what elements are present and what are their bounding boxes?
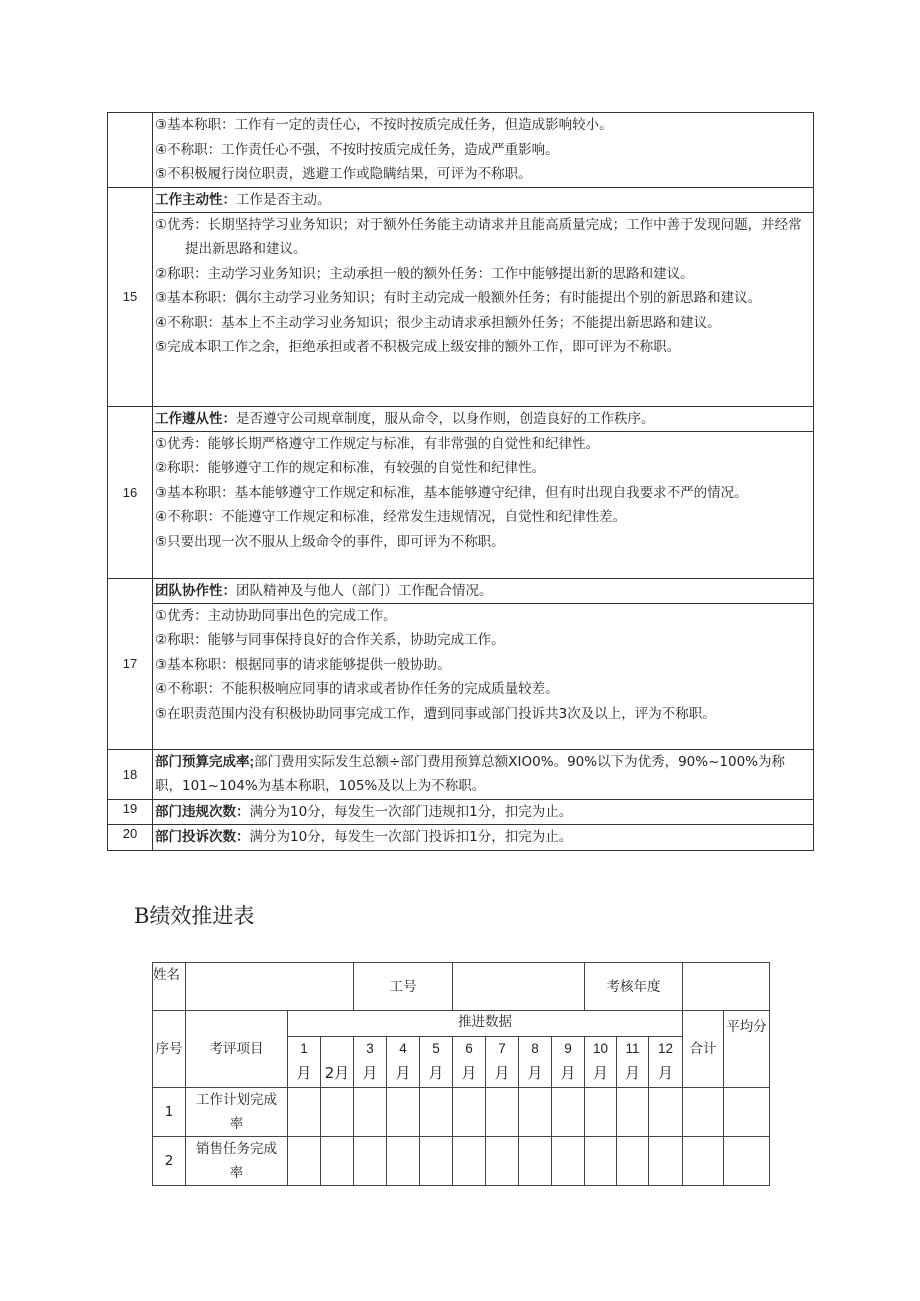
criteria-levels bbox=[153, 603, 814, 749]
data-cell[interactable] bbox=[354, 1137, 387, 1186]
data-cell[interactable] bbox=[321, 1137, 354, 1186]
level-line: ③基本称职：工作有一定的责任心，不按时按质完成任务，但造成影响较小。 bbox=[155, 117, 613, 133]
criteria-title: 工作主动性： bbox=[155, 191, 236, 207]
month-number: 11 bbox=[625, 1041, 640, 1056]
month-header bbox=[321, 1037, 354, 1088]
month-unit: 月 bbox=[428, 1064, 444, 1082]
performance-progress-table bbox=[152, 962, 770, 1186]
data-cell[interactable] bbox=[649, 1088, 683, 1137]
criteria-header-row bbox=[108, 578, 814, 603]
criteria-header-row bbox=[108, 187, 814, 212]
month-header bbox=[354, 1037, 387, 1088]
criteria-levels-row bbox=[108, 212, 814, 406]
month-number: 10 bbox=[593, 1041, 609, 1056]
month-number: 4 bbox=[399, 1041, 407, 1056]
criteria-header bbox=[153, 578, 814, 603]
data-cell[interactable] bbox=[519, 1088, 552, 1137]
level-line: ④不称职：不能积极响应同事的请求或者协作任务的完成质量较差。 bbox=[155, 681, 559, 697]
level-line: ③基本称职：根据同事的请求能够提供一般协助。 bbox=[155, 656, 451, 673]
criteria-row bbox=[108, 799, 814, 824]
data-cell[interactable] bbox=[321, 1088, 354, 1137]
month-unit: 月 bbox=[395, 1064, 411, 1082]
row-number bbox=[108, 113, 153, 188]
data-cell[interactable] bbox=[585, 1088, 617, 1137]
data-cell[interactable] bbox=[552, 1088, 585, 1137]
data-cell[interactable] bbox=[552, 1137, 585, 1186]
criteria-header bbox=[153, 187, 814, 212]
month-header bbox=[453, 1037, 486, 1088]
month-unit: 月 bbox=[296, 1064, 312, 1082]
row-item: 工作计划完成率 bbox=[186, 1088, 288, 1137]
level-line: ④不称职：工作责任心不强，不按时按质完成任务，造成严重影响。 bbox=[155, 141, 559, 158]
evaluation-criteria-table bbox=[107, 112, 814, 851]
month-number: 8 bbox=[531, 1041, 539, 1056]
row-number: 18 bbox=[108, 749, 153, 799]
data-cell[interactable] bbox=[649, 1137, 683, 1186]
month-number: 9 bbox=[564, 1041, 572, 1056]
month-header bbox=[486, 1037, 519, 1088]
data-cell[interactable] bbox=[420, 1088, 453, 1137]
level-line: ②称职：能够遵守工作的规定和标准，有较强的自觉性和纪律性。 bbox=[155, 460, 546, 476]
month-number: 6 bbox=[465, 1041, 473, 1056]
criteria-levels-row bbox=[108, 603, 814, 749]
level-line: ④不称职：基本上不主动学习业务知识；很少主动请求承担额外任务；不能提出新思路和建议。 bbox=[155, 314, 721, 331]
data-cell[interactable] bbox=[387, 1088, 420, 1137]
level-line: ⑤完成本职工作之余，拒绝承担或者不积极完成上级安排的额外工作，即可评为不称职。 bbox=[155, 339, 681, 355]
criteria-text: 满分为10分，每发生一次部门违规扣1分，扣完为止。 bbox=[249, 803, 573, 820]
year-label: 考核年度 bbox=[585, 963, 683, 1011]
month-header bbox=[387, 1037, 420, 1088]
month-number: 5 bbox=[432, 1041, 440, 1056]
row-number: 16 bbox=[108, 406, 153, 578]
table-row bbox=[153, 1088, 770, 1137]
criteria-title: 工作遵从性： bbox=[155, 410, 236, 426]
criteria-content bbox=[153, 749, 814, 799]
criteria-levels bbox=[153, 212, 814, 406]
level-line: ⑤在职责范围内没有积极协助同事完成工作，遭到同事或部门投诉共3次及以上，评为不称职。 bbox=[155, 705, 716, 722]
month-header bbox=[585, 1037, 617, 1088]
name-field[interactable] bbox=[186, 963, 354, 1011]
id-label: 工号 bbox=[354, 963, 453, 1011]
criteria-text: 部门费用实际发生总额÷部门费用预算总额XIO0%。90%以下为优秀，90%~100%为称职，101~104%为基本称职，105%及以上为不称职。 bbox=[155, 753, 786, 794]
data-cell[interactable] bbox=[585, 1137, 617, 1186]
row-number: 17 bbox=[108, 578, 153, 749]
criteria-header bbox=[153, 406, 814, 431]
data-cell[interactable] bbox=[486, 1088, 519, 1137]
month-number: 12 bbox=[658, 1041, 674, 1056]
level-line: ②称职：能够与同事保持良好的合作关系，协助完成工作。 bbox=[155, 632, 505, 648]
month-unit: 月 bbox=[593, 1064, 609, 1082]
month-unit: 月 bbox=[461, 1064, 477, 1082]
criteria-text: 满分为10分，每发生一次部门投诉扣1分，扣完为止。 bbox=[249, 828, 573, 845]
id-field[interactable] bbox=[453, 963, 585, 1011]
level-line: ①优秀：主动协助同事出色的完成工作。 bbox=[155, 607, 397, 624]
level-line: ①优秀：长期坚持学习业务知识；对于额外任务能主动请求并且能高质量完成；工作中善于发现问题，并经常提出新思路和建议。 bbox=[155, 216, 802, 257]
data-cell[interactable] bbox=[288, 1088, 321, 1137]
criteria-title: 部门违规次数： bbox=[155, 803, 250, 819]
month-unit: 月 bbox=[625, 1064, 641, 1082]
header-info-row bbox=[153, 963, 770, 1011]
month-unit: 月 bbox=[362, 1064, 378, 1082]
level-line: ②称职：主动学习业务知识；主动承担一般的额外任务：工作中能够提出新的思路和建议。 bbox=[155, 265, 694, 282]
item-label: 考评项目 bbox=[186, 1011, 288, 1088]
month-unit: 月 bbox=[494, 1064, 510, 1082]
criteria-levels-row bbox=[108, 113, 814, 188]
level-line: ③基本称职：基本能够遵守工作规定和标准，基本能够遵守纪律，但有时出现自我要求不严的情况。 bbox=[155, 484, 748, 501]
row-number: 20 bbox=[108, 824, 153, 850]
month-unit: 月 bbox=[560, 1064, 576, 1082]
avg-label: 平均分 bbox=[724, 1011, 770, 1088]
section-b-title: B绩效推进表 bbox=[134, 904, 255, 928]
month-unit: 月 bbox=[527, 1064, 543, 1082]
month-unit: 2月 bbox=[324, 1064, 350, 1082]
total-label: 合计 bbox=[683, 1011, 724, 1088]
criteria-title: 团队协作性： bbox=[155, 582, 236, 598]
data-cell[interactable] bbox=[724, 1088, 770, 1137]
data-cell[interactable] bbox=[617, 1137, 649, 1186]
level-line: ⑤只要出现一次不服从上级命令的事件，即可评为不称职。 bbox=[155, 533, 505, 550]
data-cell[interactable] bbox=[724, 1137, 770, 1186]
criteria-content bbox=[153, 799, 814, 824]
row-item: 销售任务完成率 bbox=[186, 1137, 288, 1186]
month-header bbox=[420, 1037, 453, 1088]
data-cell[interactable] bbox=[486, 1137, 519, 1186]
month-number: 7 bbox=[498, 1041, 506, 1056]
criteria-text: 团队精神及与他人（部门）工作配合情况。 bbox=[236, 582, 493, 599]
name-label: 姓名 bbox=[153, 963, 186, 1011]
criteria-title: 部门预算完成率; bbox=[155, 753, 254, 769]
month-header bbox=[649, 1037, 683, 1088]
criteria-text: 是否遵守公司规章制度，服从命令，以身作则，创造良好的工作秩序。 bbox=[236, 410, 655, 427]
row-number: 15 bbox=[108, 187, 153, 406]
data-cell[interactable] bbox=[453, 1137, 486, 1186]
criteria-row bbox=[108, 824, 814, 850]
data-cell[interactable] bbox=[354, 1088, 387, 1137]
month-header bbox=[519, 1037, 552, 1088]
seq-label: 序号 bbox=[153, 1011, 186, 1088]
month-unit: 月 bbox=[658, 1064, 674, 1082]
criteria-row bbox=[108, 749, 814, 799]
level-line: ③基本称职：偶尔主动学习业务知识；有时主动完成一般额外任务；有时能提出个别的新思路和建议。 bbox=[155, 290, 762, 306]
month-number: 3 bbox=[366, 1041, 374, 1056]
data-cell[interactable] bbox=[453, 1088, 486, 1137]
month-number: 1 bbox=[300, 1041, 308, 1056]
level-line: ①优秀：能够长期严格遵守工作规定与标准，有非常强的自觉性和纪律性。 bbox=[155, 435, 600, 452]
criteria-content bbox=[153, 824, 814, 850]
criteria-title: 部门投诉次数： bbox=[155, 828, 250, 844]
criteria-levels-row bbox=[108, 431, 814, 578]
month-header bbox=[552, 1037, 585, 1088]
criteria-text: 工作是否主动。 bbox=[236, 191, 331, 208]
level-line: ④不称职：不能遵守工作规定和标准，经常发生违规情况，自觉性和纪律性差。 bbox=[155, 509, 627, 525]
data-cell[interactable] bbox=[683, 1088, 724, 1137]
row-seq: 2 bbox=[153, 1137, 186, 1186]
level-line: ⑤不积极履行岗位职责，逃避工作或隐瞒结果，可评为不称职。 bbox=[155, 166, 532, 182]
year-field[interactable] bbox=[683, 963, 770, 1011]
month-header bbox=[617, 1037, 649, 1088]
table-row bbox=[153, 1137, 770, 1186]
data-cell[interactable] bbox=[683, 1137, 724, 1186]
row-number: 19 bbox=[108, 799, 153, 824]
data-cell[interactable] bbox=[617, 1088, 649, 1137]
row-seq: 1 bbox=[153, 1088, 186, 1137]
data-cell[interactable] bbox=[387, 1137, 420, 1186]
data-label: 推进数据 bbox=[288, 1011, 683, 1037]
criteria-levels bbox=[153, 431, 814, 578]
data-cell[interactable] bbox=[288, 1137, 321, 1186]
month-header bbox=[288, 1037, 321, 1088]
data-cell[interactable] bbox=[420, 1137, 453, 1186]
criteria-levels bbox=[153, 113, 814, 188]
data-cell[interactable] bbox=[519, 1137, 552, 1186]
criteria-header-row bbox=[108, 406, 814, 431]
month-number bbox=[321, 1037, 353, 1061]
